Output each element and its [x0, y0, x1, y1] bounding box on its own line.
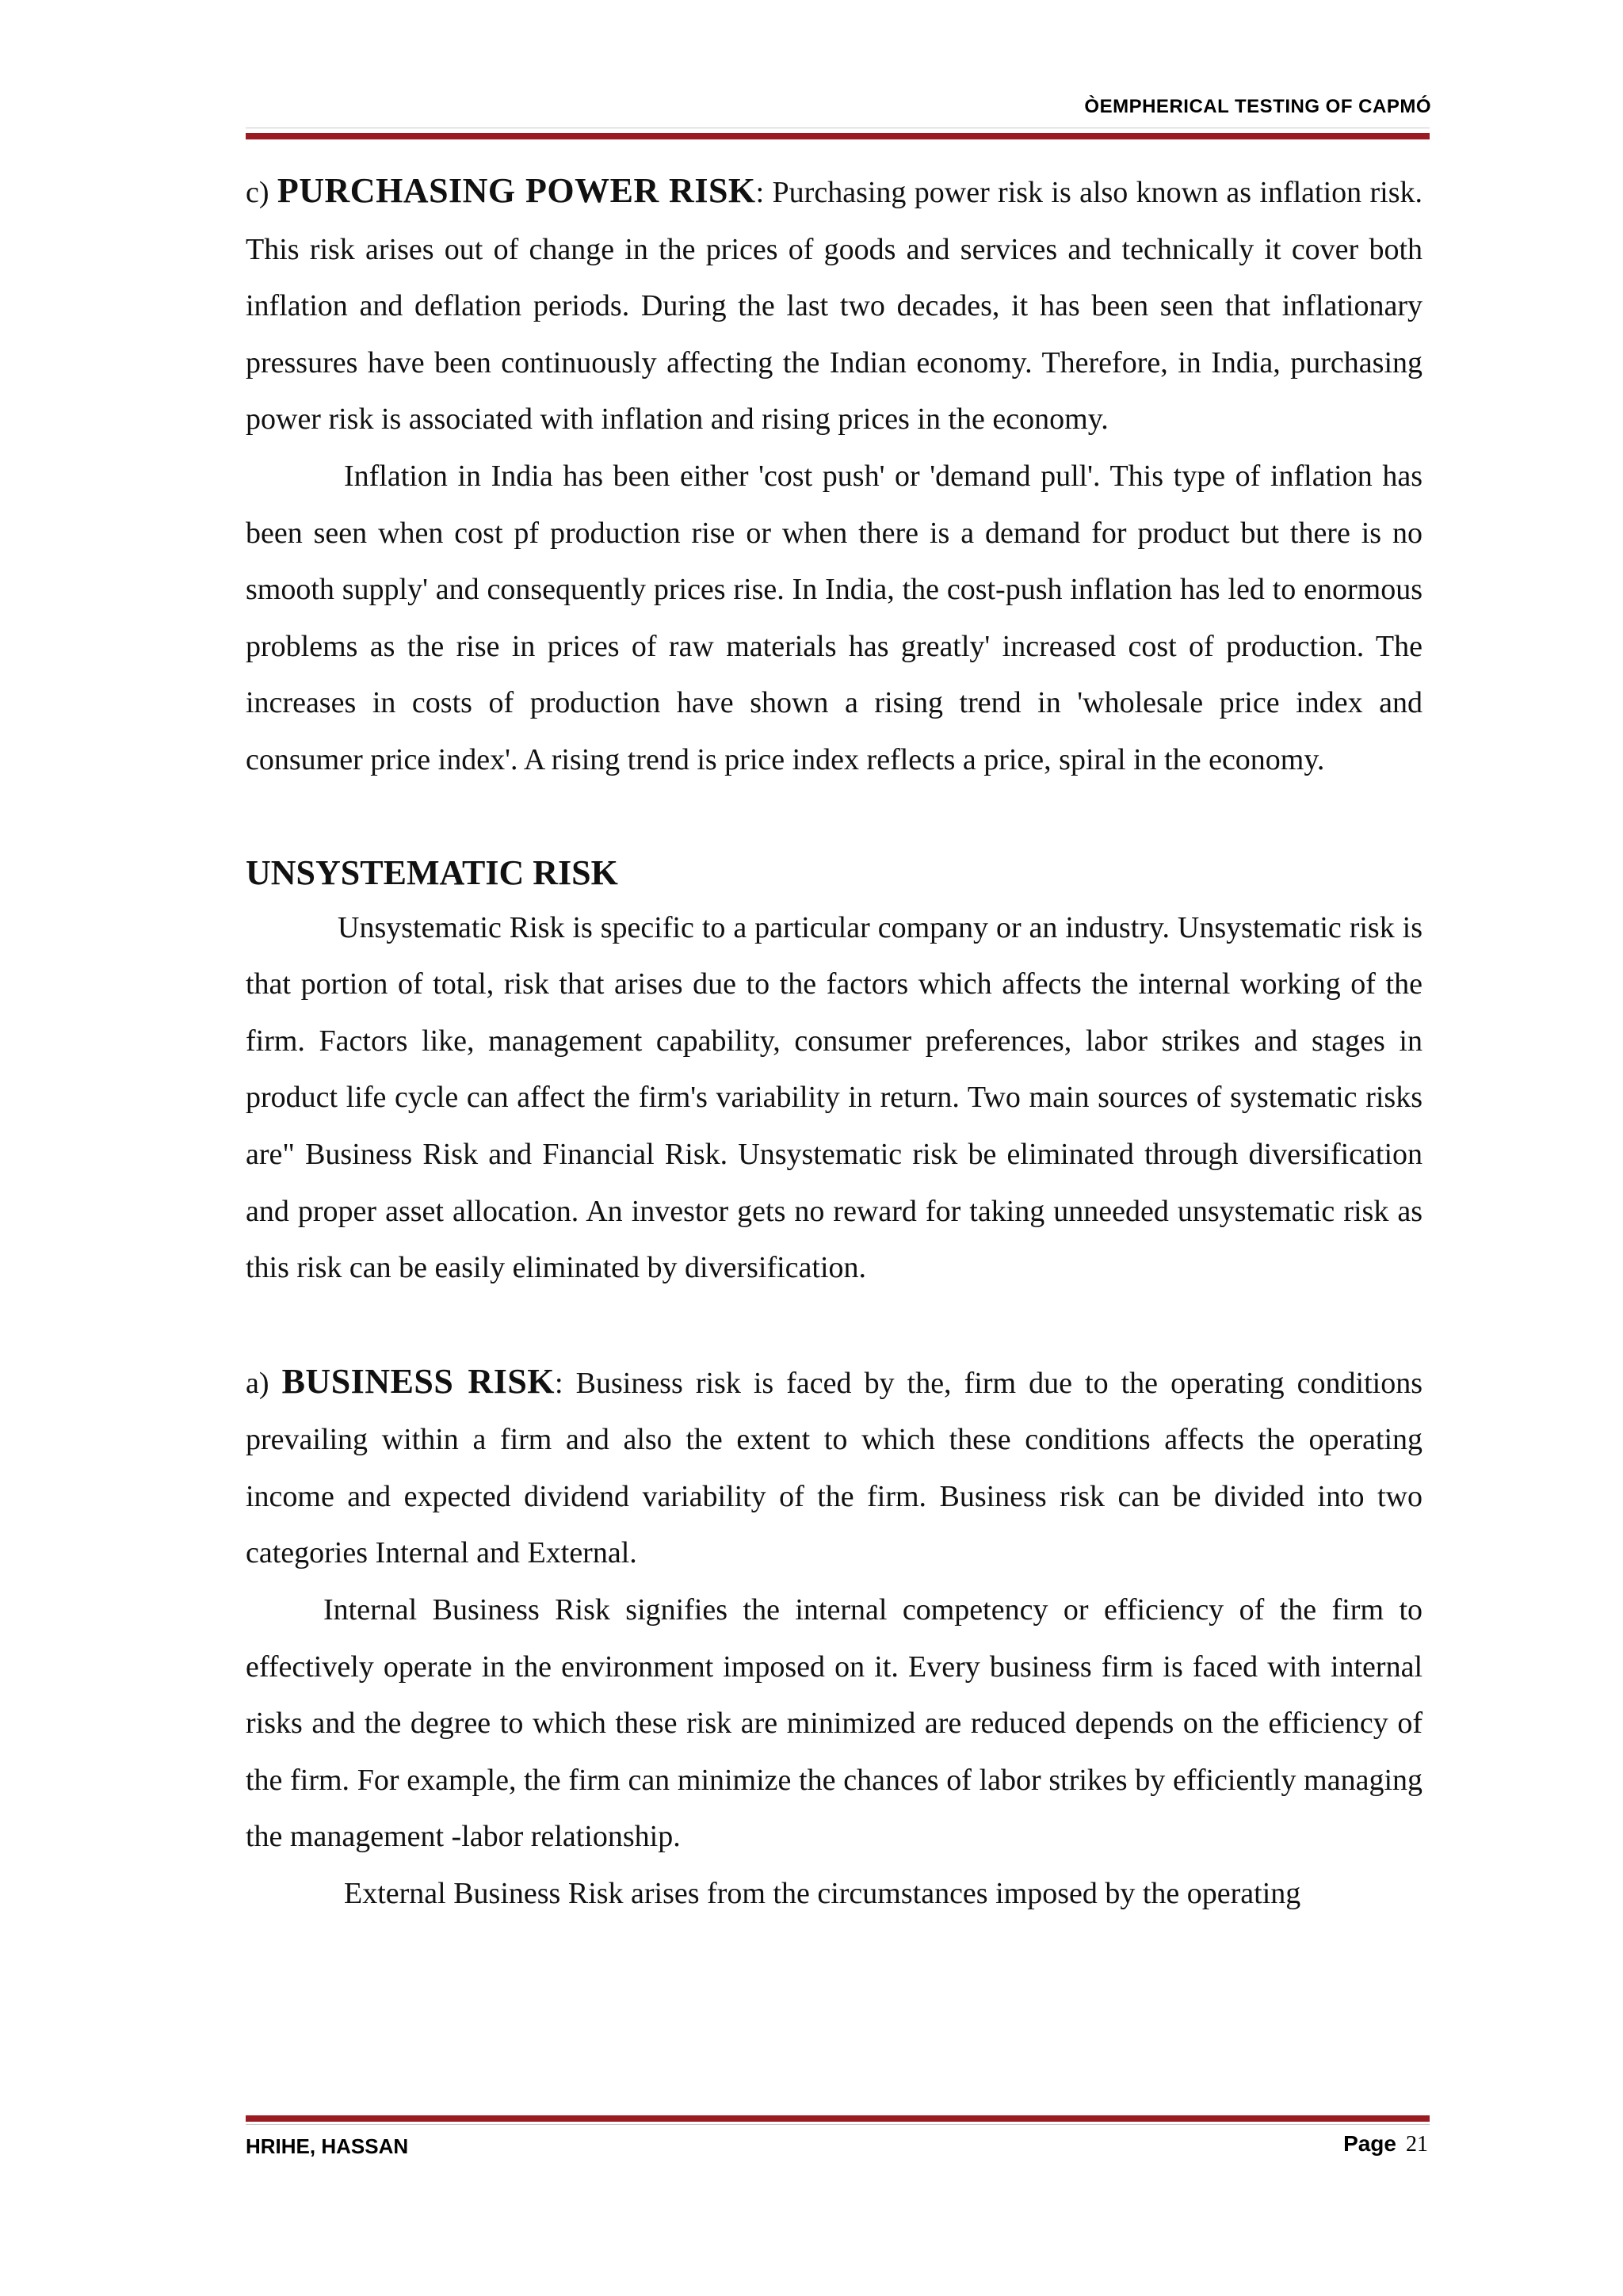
paragraph-inflation: Inflation in India has been either 'cost push' or 'demand pull'. This type of inflation has been seen when cost pf production rise or when there is a demand for product but there is no smooth supply' and consequently prices rise. In India, the cost-push inflation has led to enormous problems as the rise in prices of raw materials has greatly' increased cost of production. The increases in costs of production have shown a rising trend in 'wholesale price index and consumer price index'. A rising trend is price index reflects a price, spiral in the economy. [246, 459, 1423, 776]
paragraph-text: : Business risk is faced by the, firm due to the operating conditions prevailing within a firm and also the extent to which these conditions affects the operating income and expected dividend variability of the firm. Business risk can be divided into two categories Internal and External. [246, 1366, 1423, 1570]
paragraph-purchasing-power-risk [246, 162, 1423, 448]
header-title: ÒEMPHERICAL TESTING OF CAPMÓ [1084, 96, 1431, 117]
paragraph-external-business-risk: External Business Risk arises from the circumstances imposed by the operating [344, 1877, 1301, 1911]
spacer [246, 789, 1423, 845]
header-accent-rule [246, 133, 1430, 139]
spacer [246, 1297, 1423, 1353]
paragraph-business-risk [246, 1353, 1423, 1582]
lead-term: PURCHASING POWER RISK [277, 171, 756, 210]
paragraph-internal-business-risk: Internal Business Risk signifies the internal competency or efficiency of the firm to effectively operate in the environment imposed on it. Every business firm is faced with internal risks and the degree to which these risk are minimized are reduced depends on the efficiency of the firm. For example, the firm can minimize the chances of labor strikes by efficiently managing the management -labor relationship. [246, 1593, 1423, 1854]
paragraph-text: : Purchasing power risk is also known as inflation risk. This risk arises out of change in the prices of goods and services and technically it cover both inflation and deflation periods. During the last two decades, it has been seen that inflationary pressures have been continuously affecting the Indian economy. Therefore, in India, purchasing power risk is associated with inflation and rising prices in the economy. [246, 176, 1423, 437]
footer-author: HRIHE, HASSAN [246, 2134, 409, 2158]
page-label: Page [1343, 2131, 1396, 2156]
paragraph-unsystematic-risk: Unsystematic Risk is specific to a particular company or an industry. Unsystematic risk is that portion of total, risk that arises due to the factors which affects the internal working of the firm. Factors like, management capability, consumer preferences, labor strikes and stages in product life cycle can affect the firm's variability in return. Two main sources of systematic risks are" Business Risk and Financial Risk. Unsystematic risk be eliminated through diversification and proper asset allocation. An investor gets no reward for taking unneeded unsystematic risk as this risk can be easily eliminated by diversification. [246, 910, 1423, 1285]
footer-thin-rule [246, 2124, 1430, 2125]
footer-accent-rule [246, 2115, 1430, 2122]
paragraph-prefix: a) [246, 1366, 282, 1400]
page-number: 21 [1406, 2132, 1428, 2157]
section-heading: UNSYSTEMATIC RISK [246, 852, 618, 892]
lead-term: BUSINESS RISK [281, 1361, 556, 1401]
page-number-block [1343, 2131, 1428, 2157]
paragraph-prefix: c) [246, 176, 277, 209]
page-body [246, 162, 1423, 1923]
